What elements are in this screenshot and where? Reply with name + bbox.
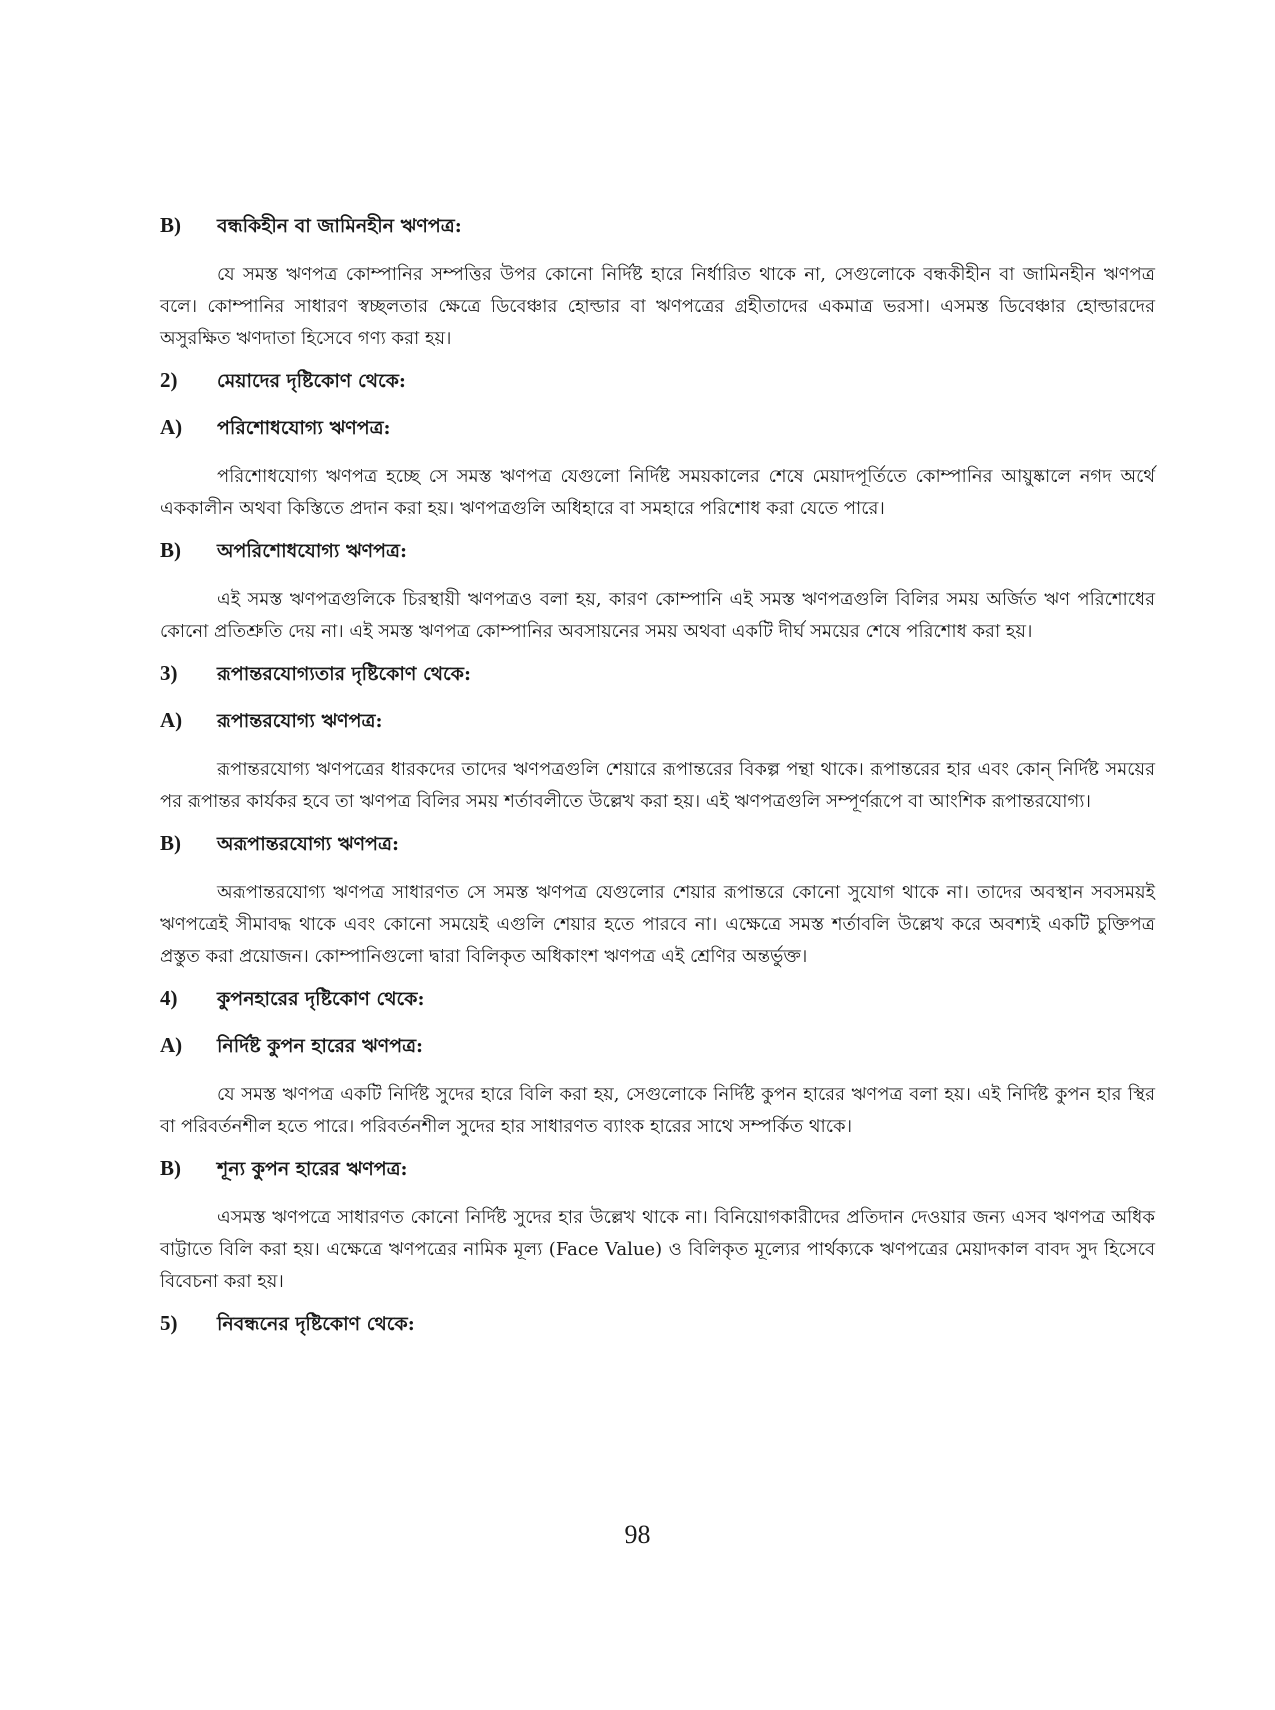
section-heading: [160, 707, 1155, 734]
heading-text: অপরিশোধযোগ্য ঋণপত্র:: [217, 540, 408, 562]
heading-text: রূপান্তরযোগ্য ঋণপত্র:: [217, 710, 383, 732]
heading-text: নির্দিষ্ট কুপন হারের ঋণপত্র:: [217, 1035, 424, 1057]
paragraph: যে সমস্ত ঋণপত্র একটি নির্দিষ্ট সুদের হারে বিলি করা হয়, সেগুলোকে নির্দিষ্ট কুপন হারের ঋণপত্র বলা হয়। এই নির্দিষ্ট কুপন হার স্থির বা পরিবর্তনশীল হতে পারে। পরিবর্তনশীল সুদের হার সাধারণত ব্যাংক হারের সাথে সম্পর্কিত থাকে।: [160, 1084, 1155, 1137]
section-heading: [160, 212, 1155, 239]
section-heading: [160, 985, 1155, 1012]
heading-number: A): [160, 708, 183, 732]
heading-number: A): [160, 415, 183, 439]
heading-number: B): [160, 831, 181, 855]
heading-number: 4): [160, 986, 178, 1010]
heading-text: শূন্য কুপন হারের ঋণপত্র:: [217, 1158, 408, 1180]
heading-text: মেয়াদের দৃষ্টিকোণ থেকে:: [217, 370, 406, 392]
paragraph: এসমস্ত ঋণপত্রে সাধারণত কোনো নির্দিষ্ট সুদের হার উল্লেখ থাকে না। বিনিয়োগকারীদের প্রতিদান দেওয়ার জন্য এসব ঋণপত্র অধিক বাট্টাতে বিলি করা হয়। এক্ষেত্রে ঋণপত্রের নামিক মূল্য (Face Value) ও বিলিকৃত মূল্যের পার্থক্যকে ঋণপত্রের মেয়াদকাল বাবদ সুদ হিসেবে বিবেচনা করা হয়।: [160, 1207, 1155, 1292]
heading-number: B): [160, 1156, 181, 1180]
heading-number: B): [160, 213, 181, 237]
heading-text: রূপান্তরযোগ্যতার দৃষ্টিকোণ থেকে:: [217, 663, 471, 685]
section-heading: [160, 830, 1155, 857]
heading-text: বন্ধকিহীন বা জামিনহীন ঋণপত্র:: [217, 215, 462, 237]
section-heading: [160, 1310, 1155, 1337]
heading-number: 5): [160, 1311, 178, 1335]
heading-number: 3): [160, 661, 178, 685]
heading-number: B): [160, 538, 181, 562]
heading-number: 2): [160, 368, 178, 392]
paragraph: যে সমস্ত ঋণপত্র কোম্পানির সম্পত্তির উপর কোনো নির্দিষ্ট হারে নির্ধারিত থাকে না, সেগুলোকে বন্ধকীহীন বা জামিনহীন ঋণপত্র বলে। কোম্পানির সাধারণ স্বচ্ছলতার ক্ষেত্রে ডিবেঞ্চার হোল্ডার বা ঋণপত্রের গ্রহীতাদের একমাত্র ভরসা। এসমস্ত ডিবেঞ্চার হোল্ডারদের অসুরক্ষিত ঋণদাতা হিসেবে গণ্য করা হয়।: [160, 264, 1155, 349]
section-heading: [160, 414, 1155, 441]
section-heading: [160, 537, 1155, 564]
paragraph: পরিশোধযোগ্য ঋণপত্র হচ্ছে সে সমস্ত ঋণপত্র যেগুলো নির্দিষ্ট সময়কালের শেষে মেয়াদপূর্তিতে কোম্পানির আয়ুষ্কালে নগদ অর্থে এককালীন অথবা কিস্তিতে প্রদান করা হয়। ঋণপত্রগুলি অধিহারে বা সমহারে পরিশোধ করা যেতে পারে।: [160, 466, 1155, 519]
heading-text: অরূপান্তরযোগ্য ঋণপত্র:: [217, 833, 399, 855]
section-heading: [160, 1155, 1155, 1182]
paragraph: এই সমস্ত ঋণপত্রগুলিকে চিরস্থায়ী ঋণপত্রও বলা হয়, কারণ কোম্পানি এই সমস্ত ঋণপত্রগুলি বিলির সময় অর্জিত ঋণ পরিশোধের কোনো প্রতিশ্রুতি দেয় না। এই সমস্ত ঋণপত্র কোম্পানির অবসায়নের সময় অথবা একটি দীর্ঘ সময়ের শেষে পরিশোধ করা হয়।: [160, 589, 1155, 642]
section-heading: [160, 367, 1155, 394]
paragraph: রূপান্তরযোগ্য ঋণপত্রের ধারকদের তাদের ঋণপত্রগুলি শেয়ারে রূপান্তরের বিকল্প পন্থা থাকে। রূপান্তরের হার এবং কোন্ নির্দিষ্ট সময়ের পর রূপান্তর কার্যকর হবে তা ঋণপত্র বিলির সময় শর্তাবলীতে উল্লেখ করা হয়। এই ঋণপত্রগুলি সম্পূর্ণরূপে বা আংশিক রূপান্তরযোগ্য।: [160, 759, 1155, 812]
paragraph: অরূপান্তরযোগ্য ঋণপত্র সাধারণত সে সমস্ত ঋণপত্র যেগুলোর শেয়ার রূপান্তরে কোনো সুযোগ থাকে না। তাদের অবস্থান সবসময়ই ঋণপত্রেই সীমাবদ্ধ থাকে এবং কোনো সময়েই এগুলি শেয়ার হতে পারবে না। এক্ষেত্রে সমস্ত শর্তাবলি উল্লেখ করে অবশ্যই একটি চুক্তিপত্র প্রস্তুত করা প্রয়োজন। কোম্পানিগুলো দ্বারা বিলিকৃত অধিকাংশ ঋণপত্র এই শ্রেণির অন্তর্ভুক্ত।: [160, 882, 1155, 967]
heading-text: পরিশোধযোগ্য ঋণপত্র:: [217, 417, 391, 439]
heading-text: নিবন্ধনের দৃষ্টিকোণ থেকে:: [217, 1313, 415, 1335]
page-number: 98: [624, 1520, 651, 1549]
heading-number: A): [160, 1033, 183, 1057]
document-body: [160, 212, 1155, 1357]
section-heading: [160, 660, 1155, 687]
section-heading: [160, 1032, 1155, 1059]
heading-text: কুপনহারের দৃষ্টিকোণ থেকে:: [217, 988, 425, 1010]
